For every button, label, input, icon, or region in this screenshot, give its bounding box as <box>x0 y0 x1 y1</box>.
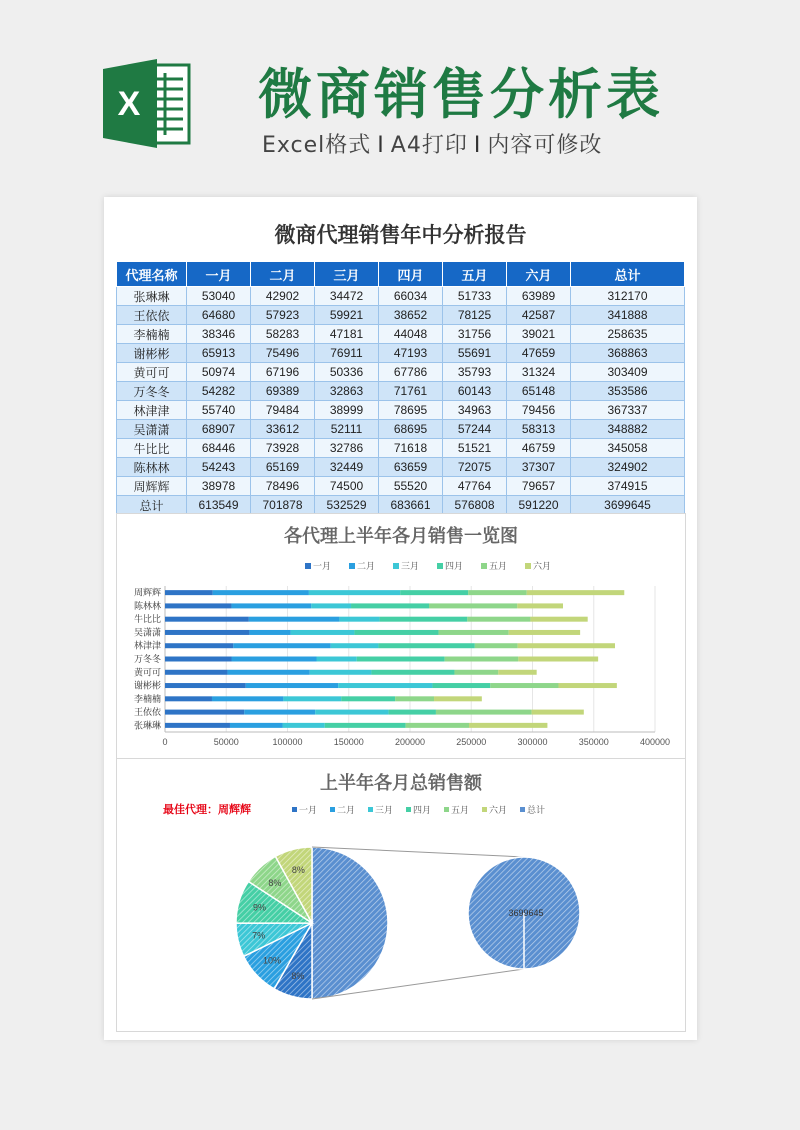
value-cell: 55740 <box>187 401 251 420</box>
bar-segment <box>249 630 290 635</box>
bar-segment <box>325 723 406 728</box>
table-row <box>117 287 685 306</box>
bar-segment <box>309 590 400 595</box>
value-cell: 75496 <box>251 344 315 363</box>
value-cell: 38652 <box>379 306 443 325</box>
legend-label: 六月 <box>489 805 508 815</box>
category-label: 张琳琳 <box>133 720 161 731</box>
bar-segment <box>212 696 283 701</box>
agent-name-cell: 周辉辉 <box>117 477 187 496</box>
pie-chart-title: 上半年各月总销售额 <box>320 773 482 794</box>
agent-name-cell: 谢彬彬 <box>117 344 187 363</box>
legend-swatch <box>406 807 411 812</box>
category-label: 黄可可 <box>133 667 161 678</box>
value-cell: 66034 <box>379 287 443 306</box>
bar-segment <box>231 657 316 662</box>
bar-segment <box>432 683 490 688</box>
value-cell: 72075 <box>443 458 507 477</box>
legend-label: 总计 <box>527 805 546 815</box>
bar-chart-title: 各代理上半年各月销售一览图 <box>284 526 518 547</box>
bar-chart-svg <box>117 514 685 759</box>
value-cell: 613549 <box>187 496 251 515</box>
subtitle-format: Excel格式 <box>262 133 372 158</box>
table-row <box>117 325 685 344</box>
x-tick-label: 200000 <box>394 737 426 747</box>
best-agent-label: 最佳代理：周辉辉 <box>163 803 251 816</box>
value-cell: 57244 <box>443 420 507 439</box>
bar-segment <box>165 643 233 648</box>
value-cell: 39021 <box>507 325 571 344</box>
legend-label: 五月 <box>489 561 508 571</box>
bar-segment <box>469 723 547 728</box>
bar-segment <box>233 643 330 648</box>
category-label: 牛比比 <box>133 614 161 625</box>
value-cell: 532529 <box>315 496 379 515</box>
value-cell: 52111 <box>315 420 379 439</box>
table-header-row <box>117 262 685 287</box>
bar-segment <box>165 603 231 608</box>
table-row <box>117 344 685 363</box>
column-header: 代理名称 <box>117 262 187 287</box>
bar-segment <box>283 696 341 701</box>
value-cell: 78695 <box>379 401 443 420</box>
bar-segment <box>530 617 587 622</box>
table-row <box>117 439 685 458</box>
bar-segment <box>165 696 212 701</box>
legend-label: 四月 <box>413 805 432 815</box>
x-tick-label: 0 <box>162 737 168 747</box>
bar-segment <box>310 670 372 675</box>
pie-slice-label: 8% <box>291 970 305 981</box>
column-header: 五月 <box>443 262 507 287</box>
value-cell: 701878 <box>251 496 315 515</box>
value-cell: 34472 <box>315 287 379 306</box>
value-cell: 67196 <box>251 363 315 382</box>
value-cell: 312170 <box>571 287 685 306</box>
pie-slice-label: 9% <box>253 902 267 913</box>
value-cell: 58313 <box>507 420 571 439</box>
bar-segment <box>518 643 615 648</box>
bar-segment <box>380 617 468 622</box>
legend-swatch <box>368 807 373 812</box>
agent-name-cell: 牛比比 <box>117 439 187 458</box>
bar-segment <box>283 723 325 728</box>
value-cell: 68446 <box>187 439 251 458</box>
bar-segment <box>517 603 563 608</box>
legend-label: 三月 <box>401 561 420 571</box>
bar-segment <box>246 683 338 688</box>
legend-swatch <box>349 563 355 569</box>
value-cell: 68695 <box>379 420 443 439</box>
value-cell: 54243 <box>187 458 251 477</box>
value-cell: 38999 <box>315 401 379 420</box>
value-cell: 576808 <box>443 496 507 515</box>
category-label: 谢彬彬 <box>133 680 161 691</box>
agent-name-cell: 总计 <box>117 496 187 515</box>
pie-slice <box>312 847 388 999</box>
legend-label: 五月 <box>451 805 470 815</box>
bar-segment <box>527 590 625 595</box>
pie-chart-svg <box>117 759 685 1031</box>
value-cell: 78125 <box>443 306 507 325</box>
value-cell: 38978 <box>187 477 251 496</box>
value-cell: 32863 <box>315 382 379 401</box>
value-cell: 69389 <box>251 382 315 401</box>
pie-slice-label: 8% <box>268 877 282 888</box>
value-cell: 47764 <box>443 477 507 496</box>
subtitle-separator: I <box>473 133 482 158</box>
bar-segment <box>454 670 498 675</box>
legend-swatch <box>330 807 335 812</box>
value-cell: 367337 <box>571 401 685 420</box>
bar-segment <box>509 630 580 635</box>
value-cell: 53040 <box>187 287 251 306</box>
agent-name-cell: 王依依 <box>117 306 187 325</box>
bar-segment <box>165 670 227 675</box>
bar-segment <box>230 723 283 728</box>
pie-slice-label: 10% <box>263 955 282 966</box>
column-header: 四月 <box>379 262 443 287</box>
agent-name-cell: 张琳琳 <box>117 287 187 306</box>
value-cell: 65169 <box>251 458 315 477</box>
value-cell: 68907 <box>187 420 251 439</box>
value-cell: 67786 <box>379 363 443 382</box>
value-cell: 60143 <box>443 382 507 401</box>
bar-segment <box>331 643 379 648</box>
bar-segment <box>400 590 468 595</box>
legend-swatch <box>305 563 311 569</box>
bar-segment <box>445 657 519 662</box>
value-cell: 324902 <box>571 458 685 477</box>
agent-name-cell: 黄可可 <box>117 363 187 382</box>
agent-name-cell: 李楠楠 <box>117 325 187 344</box>
value-cell: 303409 <box>571 363 685 382</box>
value-cell: 46759 <box>507 439 571 458</box>
value-cell: 73928 <box>251 439 315 458</box>
column-header: 二月 <box>251 262 315 287</box>
pie-slice-label: 7% <box>252 930 266 941</box>
value-cell: 76911 <box>315 344 379 363</box>
category-label: 周辉辉 <box>133 587 161 598</box>
value-cell: 47193 <box>379 344 443 363</box>
bar-segment <box>558 683 616 688</box>
bar-segment <box>231 603 311 608</box>
bar-segment <box>315 710 388 715</box>
agent-name-cell: 陈林林 <box>117 458 187 477</box>
legend-swatch <box>520 807 525 812</box>
x-tick-label: 100000 <box>272 737 303 747</box>
bar-segment <box>498 670 536 675</box>
bar-segment <box>490 683 558 688</box>
column-header: 三月 <box>315 262 379 287</box>
legend-label: 一月 <box>299 805 318 815</box>
subtitle-editable: 内容可修改 <box>487 133 603 158</box>
x-tick-label: 250000 <box>456 737 487 747</box>
subtitle-print: A4打印 <box>390 133 468 158</box>
bar-segment <box>339 617 379 622</box>
report-sheet <box>104 197 697 1040</box>
bar-segment <box>165 630 249 635</box>
bar-segment <box>249 617 340 622</box>
bar-segment <box>468 590 527 595</box>
table-row <box>117 401 685 420</box>
value-cell: 74500 <box>315 477 379 496</box>
bar-segment <box>213 590 309 595</box>
bar-segment <box>311 603 351 608</box>
category-label: 陈林林 <box>133 600 161 611</box>
legend-label: 六月 <box>533 561 552 571</box>
bar-segment <box>354 630 438 635</box>
legend-swatch <box>393 563 399 569</box>
value-cell: 59921 <box>315 306 379 325</box>
bar-segment <box>475 643 518 648</box>
bar-segment <box>518 657 598 662</box>
value-cell: 65148 <box>507 382 571 401</box>
bar-segment <box>371 670 454 675</box>
x-tick-label: 400000 <box>639 737 671 747</box>
value-cell: 38346 <box>187 325 251 344</box>
legend-swatch <box>437 563 443 569</box>
bar-segment <box>532 710 584 715</box>
value-cell: 42587 <box>507 306 571 325</box>
bar-segment <box>436 710 532 715</box>
pie-slice-label: 8% <box>291 864 305 875</box>
value-cell: 591220 <box>507 496 571 515</box>
bar-segment <box>406 723 469 728</box>
category-label: 吴潇潇 <box>133 627 161 638</box>
legend-swatch <box>525 563 531 569</box>
page-title: 微商销售分析表 <box>258 63 664 126</box>
value-cell: 51733 <box>443 287 507 306</box>
value-cell: 55520 <box>379 477 443 496</box>
bar-segment <box>395 696 434 701</box>
bar-segment <box>434 696 482 701</box>
x-tick-label: 150000 <box>333 737 364 747</box>
value-cell: 33612 <box>251 420 315 439</box>
legend-label: 三月 <box>375 805 394 815</box>
bar-segment <box>467 617 530 622</box>
value-cell: 79456 <box>507 401 571 420</box>
value-cell: 31324 <box>507 363 571 382</box>
legend-label: 二月 <box>337 805 356 815</box>
bar-segment <box>165 683 246 688</box>
value-cell: 37307 <box>507 458 571 477</box>
value-cell: 35793 <box>443 363 507 382</box>
value-cell: 58283 <box>251 325 315 344</box>
table-row <box>117 363 685 382</box>
x-tick-label: 50000 <box>213 737 239 747</box>
bar-segment <box>165 617 249 622</box>
table-row <box>117 458 685 477</box>
value-cell: 71618 <box>379 439 443 458</box>
bar-segment <box>357 657 445 662</box>
x-tick-label: 300000 <box>517 737 548 747</box>
subtitle-separator: I <box>377 133 385 158</box>
bar-segment <box>338 683 432 688</box>
column-header: 一月 <box>187 262 251 287</box>
value-cell: 341888 <box>571 306 685 325</box>
value-cell: 65913 <box>187 344 251 363</box>
excel-logo-icon <box>101 57 194 150</box>
value-cell: 42902 <box>251 287 315 306</box>
table-row <box>117 477 685 496</box>
bar-segment <box>439 630 509 635</box>
bar-segment <box>165 657 231 662</box>
value-cell: 44048 <box>379 325 443 344</box>
pie-chart <box>116 758 686 1032</box>
legend-swatch <box>481 563 487 569</box>
category-label: 林津津 <box>133 640 161 651</box>
value-cell: 63989 <box>507 287 571 306</box>
legend-swatch <box>292 807 297 812</box>
value-cell: 258635 <box>571 325 685 344</box>
value-cell: 32786 <box>315 439 379 458</box>
value-cell: 78496 <box>251 477 315 496</box>
bar-segment <box>165 710 244 715</box>
bar-segment <box>316 657 356 662</box>
legend-label: 二月 <box>357 561 376 571</box>
value-cell: 79484 <box>251 401 315 420</box>
bar-segment <box>165 723 230 728</box>
bar-segment <box>341 696 395 701</box>
agent-name-cell: 万冬冬 <box>117 382 187 401</box>
legend-label: 四月 <box>445 561 464 571</box>
value-cell: 57923 <box>251 306 315 325</box>
category-label: 万冬冬 <box>133 654 161 664</box>
value-cell: 47659 <box>507 344 571 363</box>
value-cell: 34963 <box>443 401 507 420</box>
x-tick-label: 350000 <box>578 737 609 747</box>
value-cell: 368863 <box>571 344 685 363</box>
bar-segment <box>165 590 213 595</box>
value-cell: 71761 <box>379 382 443 401</box>
column-header: 六月 <box>507 262 571 287</box>
value-cell: 374915 <box>571 477 685 496</box>
secondary-pie-label: 3699645 <box>508 908 544 918</box>
value-cell: 51521 <box>443 439 507 458</box>
legend-label: 一月 <box>313 561 332 571</box>
bar-segment <box>244 710 315 715</box>
value-cell: 32449 <box>315 458 379 477</box>
value-cell: 47181 <box>315 325 379 344</box>
value-cell: 54282 <box>187 382 251 401</box>
legend-swatch <box>444 807 449 812</box>
value-cell: 50974 <box>187 363 251 382</box>
value-cell: 31756 <box>443 325 507 344</box>
agent-name-cell: 林津津 <box>117 401 187 420</box>
table-row <box>117 306 685 325</box>
page-header <box>0 0 800 195</box>
value-cell: 79657 <box>507 477 571 496</box>
table-total-row <box>117 496 685 515</box>
report-title: 微商代理销售年中分析报告 <box>274 223 527 247</box>
value-cell: 345058 <box>571 439 685 458</box>
value-cell: 55691 <box>443 344 507 363</box>
bar-chart <box>116 513 686 760</box>
value-cell: 64680 <box>187 306 251 325</box>
category-label: 李楠楠 <box>133 693 161 704</box>
page-subtitle <box>262 128 602 159</box>
legend-swatch <box>482 807 487 812</box>
value-cell: 3699645 <box>571 496 685 515</box>
value-cell: 348882 <box>571 420 685 439</box>
bar-segment <box>429 603 517 608</box>
bar-segment <box>389 710 436 715</box>
value-cell: 50336 <box>315 363 379 382</box>
agent-name-cell: 吴潇潇 <box>117 420 187 439</box>
column-header: 总计 <box>571 262 685 287</box>
value-cell: 683661 <box>379 496 443 515</box>
table-row <box>117 420 685 439</box>
bar-segment <box>227 670 309 675</box>
bar-segment <box>351 603 429 608</box>
bar-segment <box>378 643 474 648</box>
table-row <box>117 382 685 401</box>
value-cell: 353586 <box>571 382 685 401</box>
excel-logo-letter: X <box>117 85 141 123</box>
category-label: 王依依 <box>133 707 161 718</box>
bar-segment <box>291 630 355 635</box>
value-cell: 63659 <box>379 458 443 477</box>
sales-table <box>116 261 685 515</box>
table-body <box>117 287 685 515</box>
